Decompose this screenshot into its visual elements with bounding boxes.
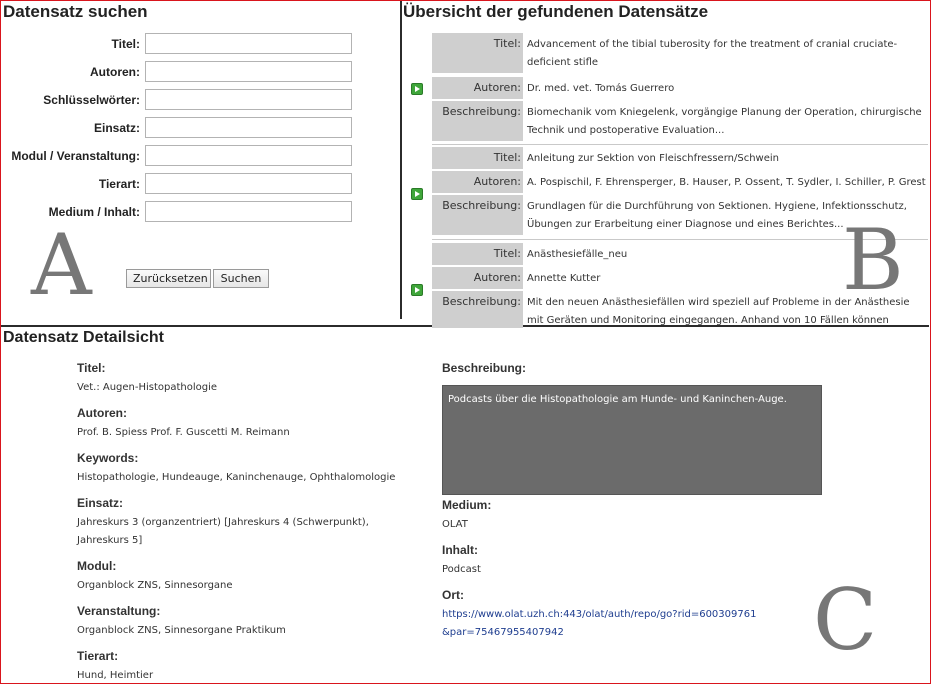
detail-medium-label: Medium: (442, 498, 492, 512)
detail-tierart-label: Tierart: (77, 649, 119, 663)
result-desc-value: Biomechanik vom Kniegelenk, vorgängige Planung der Operation, chirurgische Technik und postoperative Evaluation... (527, 107, 922, 136)
form-row-tierart (1, 173, 398, 195)
result-title-label: Titel: (432, 243, 523, 265)
detail-panel-title: Datensatz Detailsicht (3, 329, 164, 346)
detail-inhalt-label: Inhalt: (442, 543, 478, 557)
detail-einsatz-label: Einsatz: (77, 496, 124, 510)
detail-field-veranstaltung (77, 604, 286, 640)
result-separator (432, 144, 928, 145)
tierart-input[interactable] (145, 173, 352, 194)
result-desc-value: Mit den neuen Anästhesiefällen wird speziell auf Probleme in der Anästhesie mit Geräten und Monitoring eingegangen. Anhand von 10 Fällen können (527, 297, 910, 326)
detail-field-description (442, 361, 526, 375)
result-desc-label: Beschreibung: (432, 101, 523, 141)
result-authors-value: Dr. med. vet. Tomás Guerrero (527, 83, 675, 94)
detail-einsatz-value: Jahreskurs 3 (organzentriert) [Jahreskurs 4 (Schwerpunkt), Jahreskurs 5] (77, 517, 369, 546)
keywords-input[interactable] (145, 89, 352, 110)
detail-authors-value: Prof. B. Spiess Prof. F. Guscetti M. Reimann (77, 427, 290, 438)
result-authors-value: Annette Kutter (527, 273, 601, 284)
form-row-authors (1, 61, 398, 83)
result-title-value: Anästhesiefälle_neu (527, 249, 628, 260)
medium-input[interactable] (145, 201, 352, 222)
result-title-value: Advancement of the tibial tuberosity for the treatment of cranial cruciate-deficient stifle (527, 39, 898, 68)
form-row-einsatz (1, 117, 398, 139)
detail-panel (1, 328, 929, 682)
detail-ort-label: Ort: (442, 588, 464, 602)
panel-marker-a: A (31, 216, 92, 314)
title-input[interactable] (145, 33, 352, 54)
play-icon[interactable] (411, 83, 423, 95)
result-authors-label: Autoren: (432, 171, 523, 193)
detail-field-title (77, 361, 217, 397)
result-desc-label: Beschreibung: (432, 195, 523, 235)
detail-title-value: Vet.: Augen-Histopathologie (77, 382, 218, 393)
play-icon[interactable] (411, 188, 423, 200)
result-title-label: Titel: (432, 33, 523, 73)
result-title-value: Anleitung zur Sektion von Fleischfressern/Schwein (527, 153, 779, 164)
description-box: Podcasts über die Histopathologie am Hunde- und Kaninchen-Auge. (442, 385, 822, 495)
medium-label: Medium / Inhalt: (48, 205, 140, 219)
search-panel-title: Datensatz suchen (3, 2, 148, 21)
form-row-title (1, 33, 398, 55)
modul-label: Modul / Veranstaltung: (11, 149, 140, 163)
detail-keywords-value: Histopathologie, Hundeauge, Kaninchenauge, Ophthalomologie (77, 472, 396, 483)
result-authors-label: Autoren: (432, 77, 523, 99)
result-title-label: Titel: (432, 147, 523, 169)
einsatz-input[interactable] (145, 117, 352, 138)
detail-inhalt-value: Podcast (442, 564, 481, 575)
panel-marker-b: B (842, 211, 904, 309)
detail-veranstaltung-label: Veranstaltung: (77, 604, 161, 618)
result-authors-value: A. Pospischil, F. Ehrensperger, B. Hauser, P. Ossent, T. Sydler, I. Schiller, P. Grest (527, 177, 926, 188)
search-button[interactable]: Suchen (213, 269, 269, 288)
detail-field-medium (442, 498, 491, 534)
einsatz-label: Einsatz: (93, 121, 140, 135)
detail-field-ort (442, 588, 762, 642)
detail-medium-value: OLAT (442, 519, 468, 530)
detail-modul-value: Organblock ZNS, Sinnesorgane (77, 580, 233, 591)
title-label: Titel: (111, 37, 140, 51)
play-icon[interactable] (411, 284, 423, 296)
detail-field-modul (77, 559, 233, 595)
form-row-modul (1, 145, 398, 167)
result-desc-value: Grundlagen für die Durchführung von Sektionen. Hygiene, Infektionsschutz, Übungen zur Erarbeitung einer Diagnose und eines Berichtes... (527, 201, 907, 230)
detail-authors-label: Autoren: (77, 406, 127, 420)
panel-marker-c: C (813, 571, 878, 669)
detail-tierart-value: Hund, Heimtier (77, 670, 154, 681)
authors-label: Autoren: (90, 65, 140, 79)
detail-field-einsatz (77, 496, 377, 550)
detail-field-authors (77, 406, 290, 442)
detail-field-inhalt (442, 543, 481, 579)
form-row-keywords (1, 89, 398, 111)
detail-field-keywords (77, 451, 395, 487)
ort-link[interactable]: https://www.olat.uzh.ch:443/olat/auth/repo/go?rid=600309761&par=75467955407942 (442, 609, 757, 638)
tierart-label: Tierart: (98, 177, 140, 191)
modul-input[interactable] (145, 145, 352, 166)
results-panel-title: Übersicht der gefundenen Datensätze (403, 2, 709, 21)
result-desc-label: Beschreibung: (432, 291, 523, 331)
reset-button[interactable]: Zurücksetzen (126, 269, 211, 288)
detail-modul-label: Modul: (77, 559, 117, 573)
detail-description-label: Beschreibung: (442, 361, 527, 375)
result-authors-label: Autoren: (432, 267, 523, 289)
detail-keywords-label: Keywords: (77, 451, 139, 465)
search-panel (1, 1, 398, 319)
detail-veranstaltung-value: Organblock ZNS, Sinnesorgane Praktikum (77, 625, 286, 636)
keywords-label: Schlüsselwörter: (43, 93, 140, 107)
detail-title-label: Titel: (77, 361, 106, 375)
detail-field-tierart (77, 649, 153, 685)
authors-input[interactable] (145, 61, 352, 82)
